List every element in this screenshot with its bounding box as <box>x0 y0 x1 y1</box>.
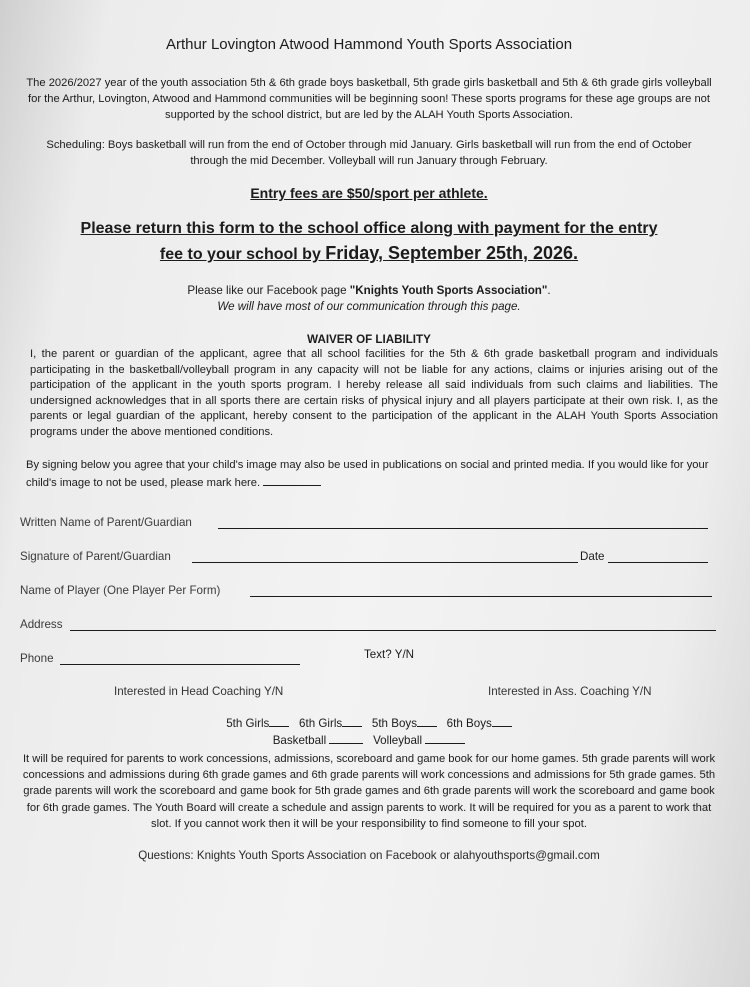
parent-name-field <box>20 505 718 539</box>
return-notice-line1: Please return this form to the school office along with payment for the entry <box>80 220 658 237</box>
date-label: Date <box>580 549 605 563</box>
grade-5-boys-label: 5th Boys <box>371 716 417 730</box>
volleyball-label: Volleyball <box>373 733 423 747</box>
grade-6-boys-label: 6th Boys <box>446 716 492 730</box>
volleyball-blank[interactable] <box>425 732 465 744</box>
grade-5-girls-label: 5th Girls <box>226 716 270 730</box>
facebook-notice <box>20 283 718 315</box>
facebook-page-name: "Knights Youth Sports Association" <box>349 284 548 297</box>
grade-selection <box>20 715 718 749</box>
coaching-interest <box>20 675 718 709</box>
parent-name-line[interactable] <box>218 528 708 529</box>
facebook-prefix: Please like our Facebook page <box>187 284 350 297</box>
phone-line[interactable] <box>60 664 300 665</box>
phone-label: Phone <box>20 651 54 665</box>
grade-5-girls-blank[interactable] <box>269 715 289 727</box>
signature-line[interactable] <box>192 562 578 563</box>
parent-name-label: Written Name of Parent/Guardian <box>20 515 192 529</box>
player-name-line[interactable] <box>250 596 712 597</box>
scheduling-paragraph: Scheduling: Boys basketball will run from the end of October through mid January. Girls basketball will run from the end of October through the mid December. Volleyball will run January through February. <box>46 139 692 167</box>
signature-field <box>20 539 718 573</box>
work-requirement-paragraph: It will be required for parents to work concessions, admissions, scoreboard and game book for our home games. 5th grade parents will work concessions and admissions during 6th grade games and 6th grade parents will work concessions and admissions for 5th grade games. 5th grade parents will work the scoreboard and game book for 5th grade games and 6th grade parents will work the scoreboard and game book for 6th grade games. The Youth Board will create a schedule and assign parents to work. It will be required for you as a parent to work that slot. If you cannot work then it will be your responsibility to find someone to fill your spot. <box>22 752 716 831</box>
image-consent <box>26 457 718 491</box>
page-title: Arthur Lovington Atwood Hammond Youth Sports Association <box>165 36 573 53</box>
player-name-field <box>20 573 718 607</box>
phone-field <box>20 641 718 675</box>
questions-contact: Questions: Knights Youth Sports Association on Facebook or alahyouthsports@gmail.com <box>138 848 600 862</box>
assistant-coaching-label: Interested in Ass. Coaching Y/N <box>488 684 652 698</box>
image-consent-text: By signing below you agree that your child's image may also be used in publications on social and printed media. If you would like for your child's image to not be used, please mark here. <box>26 458 709 489</box>
waiver-text: I, the parent or guardian of the applicant, agree that all school facilities for the 5th & 6th grade basketball program and individuals participating in the basketball/volleyball program in any capacity will not be liable for any actions, claims or injuries arising out of the participation of the applicant in the youth sports program. I hereby release all said individuals from such claims and liabilities. The undersigned acknowledges that in all sports there are certain risks of physical injury and all players participate at their own risk. I, as the parents or legal guardian of the applicant, hereby consent to the participation of the applicant in the ALAH Youth Sports Association programs under the above mentioned conditions. <box>30 348 718 438</box>
grade-5-boys-blank[interactable] <box>417 715 437 727</box>
intro-paragraph: The 2026/2027 year of the youth association 5th & 6th grade boys basketball, 5th grade girls basketball and 5th & 6th grade girls volleyball for the Arthur, Lovington, Atwood and Hammond communities will be beginning soon! These sports programs for these age groups are not supported by the school district, but are led by the ALAH Youth Sports Association. <box>26 77 712 121</box>
address-line[interactable] <box>70 630 716 631</box>
grade-6-girls-blank[interactable] <box>342 715 362 727</box>
image-optout-blank[interactable] <box>263 473 321 486</box>
basketball-label: Basketball <box>272 733 327 747</box>
return-deadline: Friday, September 25th, 2026. <box>325 243 579 263</box>
grade-6-girls-label: 6th Girls <box>299 716 343 730</box>
waiver-title: WAIVER OF LIABILITY <box>307 333 431 346</box>
head-coaching-label: Interested in Head Coaching Y/N <box>114 684 284 698</box>
return-form-notice <box>20 217 718 267</box>
text-yn-label: Text? Y/N <box>364 647 415 661</box>
return-notice-line2: fee to your school by <box>159 246 326 263</box>
date-line[interactable] <box>608 562 708 563</box>
basketball-blank[interactable] <box>329 732 363 744</box>
facebook-suffix: . <box>547 284 551 297</box>
facebook-note: We will have most of our communication through this page. <box>217 300 521 313</box>
address-field <box>20 607 718 641</box>
grade-6-boys-blank[interactable] <box>492 715 512 727</box>
address-label: Address <box>20 617 63 631</box>
player-name-label: Name of Player (One Player Per Form) <box>20 583 221 597</box>
signature-label: Signature of Parent/Guardian <box>20 549 171 563</box>
entry-fees-notice: Entry fees are $50/sport per athlete. <box>250 185 488 201</box>
